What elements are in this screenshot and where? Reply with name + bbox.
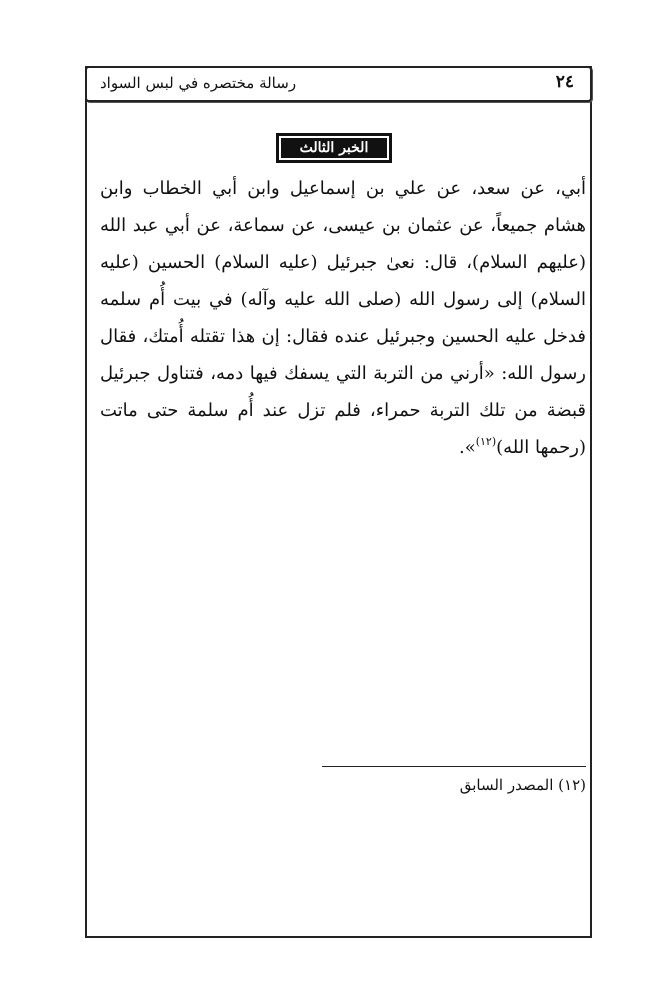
- footnote-divider: [322, 766, 586, 767]
- footnote-reference[interactable]: (١٢): [475, 435, 497, 448]
- section-label: الخبر الثالث: [276, 133, 392, 163]
- body-paragraph: [100, 170, 586, 466]
- page-number: ٢٤: [555, 72, 574, 92]
- footnote: (١٢) المصدر السابق: [459, 776, 586, 794]
- body-closing: ».: [458, 437, 476, 458]
- header-title: رسالة مختصره في لبس السواد: [100, 74, 297, 92]
- body-text: أبي، عن سعد، عن علي بن إسماعيل وابن أبي الخطاب وابن هشام جميعاً، عن عثمان بن عيسى، عن سماعة، عن أبي عبد الله (عليهم السلام)، قال: نعىٰ جبرئيل (عليه السلام) الحسين (عليه السلام) إلى رسول الله (صلى الله عليه وآله) في بيت أُم سلمه فدخل عليه الحسين وجبرئيل عنده فقال: إن هذا تقتله أُمتك، فقال رسول الله: «أرني من التربة التي يسفك فيها دمه، فتناول جبرئيل قبضة من تلك التربة حمراء، فلم تزل عند أُم سلمة حتى ماتت (رحمها الله): [100, 178, 586, 458]
